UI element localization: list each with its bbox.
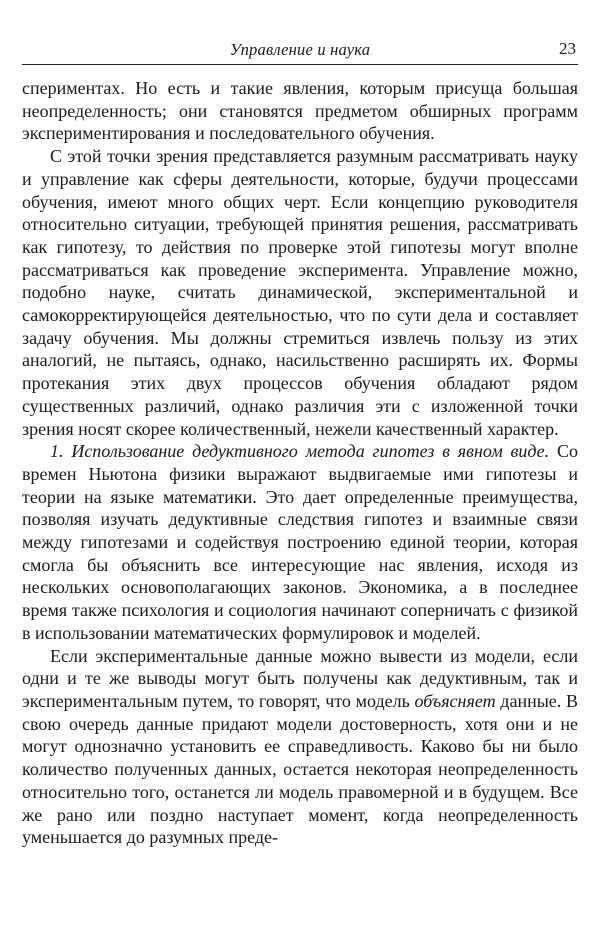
paragraph-model-explains [22,645,578,849]
paragraph-continuation [22,77,578,145]
paragraph-text: Со времен Ньютона физики выражают выдвигаемые ими гипотезы и теории на языке математики. Это дает определенные преимущества, позволяя изучать дедуктивные следствия гипотез и взаимные связи между гипотезами и содействуя построению единой теории, которая смогла бы объяснить все интересующие нас явления, исходя из нескольких основополагающих законов. Экономика, а в последнее время также психология и социология начинают соперничать с физикой в использовании математических формулировок и моделей. [22,441,578,643]
running-title: Управление и наука [229,40,371,59]
paragraph-text-before: Если экспериментальные данные можно вывести из модели, если одни и те же выводы могут быть получены как дедуктивным, так и экспериментальным путем, то говорят, что модель [22,645,578,711]
emphasized-word: объясняет [414,690,496,711]
paragraph-deductive-method [22,440,578,644]
running-head [22,38,578,65]
paragraph-text-after: данные. В свою очередь данные придают модели достоверность, хотя они и не могут однозначно установить ее справедливость. Каково бы ни было количество полученных данных, остается некоторая неопределенность относительно того, останется ли модель правомерной и в будущем. Все же рано или поздно наступает момент, когда неопределенность уменьшается до разумных преде- [22,690,578,848]
section-heading: 1. Использование дедуктивного метода гипотез в явном виде. [50,441,550,462]
paragraph-text: спериментах. Но есть и такие явления, которым присуща большая неопределенность; они становятся предметом обширных программ экспериментирования и последовательного обучения. [22,78,578,144]
paragraph-science-management [22,145,578,440]
page-number: 23 [559,39,576,58]
paragraph-text: С этой точки зрения представляется разумным рассматривать науку и управление как сферы деятельности, которые, будучи процессами обучения, имеют много общих черт. Если концепцию руководителя относительно ситуации, требующей принятия решения, рассматривать как гипотезу, то действия по проверке этой гипотезы могут вполне рассматриваться как проведение эксперимента. Управление можно, подобно науке, считать динамической, экспериментальной и самокорректирующейся деятельностью, что по сути дела и составляет задачу обучения. Мы должны стремиться извлечь пользу из этих аналогий, не пытаясь, однако, насильственно расширять их. Формы протекания этих двух процессов обучения обладают рядом существенных различий, однако различия эти с изложенной точки зрения носят скорее количественный, нежели качественный характер. [22,146,578,439]
body-text [22,77,578,849]
